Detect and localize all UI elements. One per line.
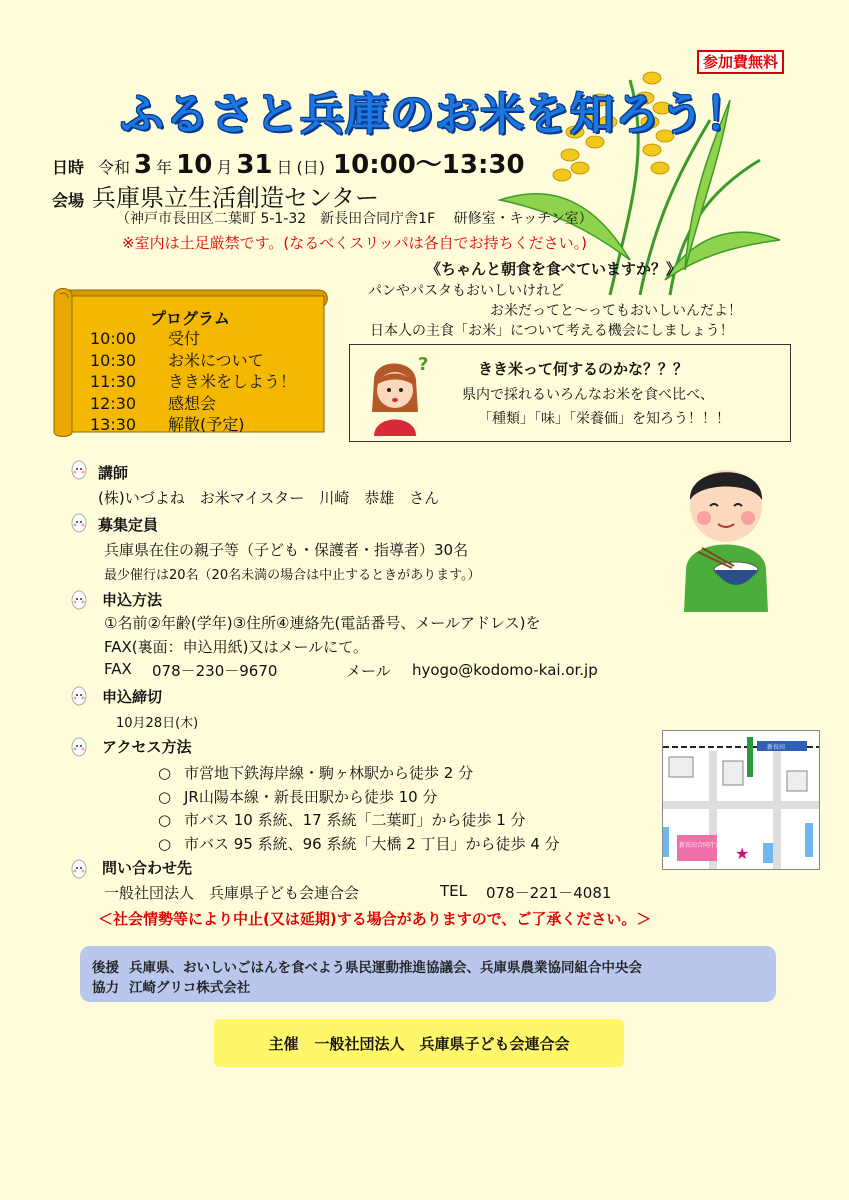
bullet: ○ (158, 811, 172, 829)
program-label: きき米をしよう！ (168, 372, 297, 391)
breakfast-heading: 《ちゃんと朝食を食べていますか？》 (426, 260, 682, 278)
apply-line1: ①名前②年齢(学年)③住所④連絡先(電話番号、メールアドレス)を (104, 614, 541, 632)
program-item (90, 328, 296, 350)
contact-org: 一般社団法人 兵庫県子ども会連合会 (104, 884, 360, 902)
venue-notice: ※室内は土足厳禁です。(なるべくスリッパは各自でお持ちください。) (122, 234, 587, 252)
access-text: 市バス 10 系統、17 系統「二葉町」から徒歩 1 分 (184, 811, 526, 829)
breakfast-line: お米だってと～ってもおいしいんだよ！ (490, 303, 742, 319)
cancellation-warning: ＜社会情勢等により中止(又は延期)する場合がありますので、ご了承ください。＞ (98, 910, 652, 928)
bullet: ○ (158, 764, 172, 782)
mail-address[interactable]: hyogo@kodomo-kai.or.jp (412, 661, 598, 679)
program-label: 解散(予定) (168, 415, 245, 434)
tel-number: 078－221－4081 (486, 884, 612, 902)
page-title: ふるさと兵庫のお米を知ろう！ (120, 89, 750, 140)
apply-heading: 申込方法 (102, 591, 163, 609)
datetime-row (52, 144, 525, 181)
cooperation-label: 協力 (92, 980, 119, 996)
rice-grain-icon (70, 511, 88, 533)
access-item (158, 786, 437, 807)
fax-number: 078－230－9670 (152, 662, 278, 680)
access-map (662, 730, 820, 870)
rice-grain-icon (70, 588, 88, 610)
access-item (158, 809, 526, 830)
deadline-text: 10月28日(木) (116, 716, 199, 731)
apply-line2: FAX(裏面：申込用紙)又はメールにて。 (104, 638, 368, 656)
program-time: 10:00 (90, 329, 137, 348)
era: 令和 (98, 158, 131, 177)
cooperation-text: 江崎グリコ株式会社 (129, 980, 251, 996)
program-time: 13:30 (90, 415, 137, 434)
program-item (90, 393, 296, 415)
free-admission-badge: 参加費無料 (697, 50, 784, 74)
program-time: 11:30 (90, 372, 137, 391)
map-station-label: 新長田 (767, 744, 786, 751)
support-text: 兵庫県、おいしいごはんを食べよう県民運動推進協議会、兵庫県農業協同組合中央会 (129, 960, 642, 976)
day: 31 (236, 150, 273, 180)
venue-address: （神戸市長田区二葉町 5-1-32 新長田合同庁舎1F 研修室・キッチン室） (116, 211, 593, 227)
svg-text:★: ★ (735, 844, 750, 863)
svg-text:?: ? (418, 354, 429, 375)
fax-label: FAX (104, 660, 132, 678)
breakfast-line: パンやパスタもおいしいけれど (368, 283, 564, 299)
program-time: 12:30 (90, 393, 137, 413)
instructor-heading: 講師 (98, 464, 129, 482)
bullet: ○ (158, 835, 172, 853)
access-heading: アクセス方法 (102, 738, 192, 756)
program-item (90, 350, 296, 372)
time: 10:00～13:30 (333, 150, 525, 180)
access-item (158, 762, 473, 783)
rice-grain-icon (70, 684, 88, 706)
mail-label: メール (346, 662, 391, 680)
month: 10 (176, 150, 213, 180)
program-item (90, 414, 296, 436)
cooperation-row (92, 976, 250, 996)
program-label: お米について (168, 350, 264, 370)
contact-heading: 問い合わせ先 (102, 859, 193, 877)
program-label: 感想会 (168, 393, 217, 413)
rice-grain-icon (70, 458, 88, 480)
access-item (158, 833, 560, 854)
year: 3 (134, 150, 153, 180)
support-box (80, 946, 776, 1002)
weekday: (日) (296, 158, 326, 177)
access-text: JR山陽本線・新長田駅から徒歩 10 分 (184, 788, 438, 806)
datetime-label: 日時 (52, 158, 85, 177)
program-item (90, 371, 296, 393)
boy-eating-rice-illustration (672, 450, 780, 612)
kikimai-title: きき米って何するのかな？？？ (478, 360, 689, 378)
capacity-note: 最少催行は20名（20名未満の場合は中止するときがあります。） (104, 568, 481, 583)
kikimai-line: 県内で採れるいろんなお米を食べ比べ、 (462, 387, 714, 403)
instructor-text: (株)いづよね お米マイスター 川崎 恭雄 さん (98, 489, 440, 507)
program-list (90, 328, 296, 436)
program-time: 10:30 (90, 350, 137, 370)
support-label: 後援 (92, 960, 119, 976)
year-unit: 年 (156, 158, 173, 177)
capacity-text: 兵庫県在住の親子等（子ども・保護者・指導者）30名 (104, 541, 469, 559)
program-title: プログラム (150, 309, 230, 328)
kikimai-line: 「種類」「味」「栄養価」を知ろう！！！ (478, 411, 730, 427)
support-row (92, 956, 642, 976)
organizer-box (214, 1019, 624, 1067)
map-building-label: 新長田合同庁舎 (679, 842, 722, 849)
venue-label: 会場 (52, 191, 85, 210)
bullet: ○ (158, 788, 172, 806)
day-unit: 日 (276, 158, 293, 177)
program-label: 受付 (168, 329, 201, 348)
rice-grain-icon (70, 735, 88, 757)
organizer-label: 主催 (268, 1034, 299, 1053)
tel-label: TEL (440, 882, 467, 900)
venue-name: 兵庫県立生活創造センター (92, 184, 380, 212)
breakfast-line: 日本人の主食「お米」について考える機会にしましょう！ (370, 323, 734, 339)
access-text: 市バス 95 系統、96 系統「大橋 2 丁目」から徒歩 4 分 (184, 835, 560, 853)
capacity-heading: 募集定員 (98, 516, 159, 534)
access-text: 市営地下鉄海岸線・駒ヶ林駅から徒歩 2 分 (184, 764, 474, 782)
rice-grain-icon (70, 857, 88, 879)
organizer-text: 一般社団法人 兵庫県子ども会連合会 (314, 1034, 570, 1053)
thinking-girl-illustration (356, 350, 436, 436)
deadline-heading: 申込締切 (102, 688, 163, 706)
month-unit: 月 (216, 158, 233, 177)
